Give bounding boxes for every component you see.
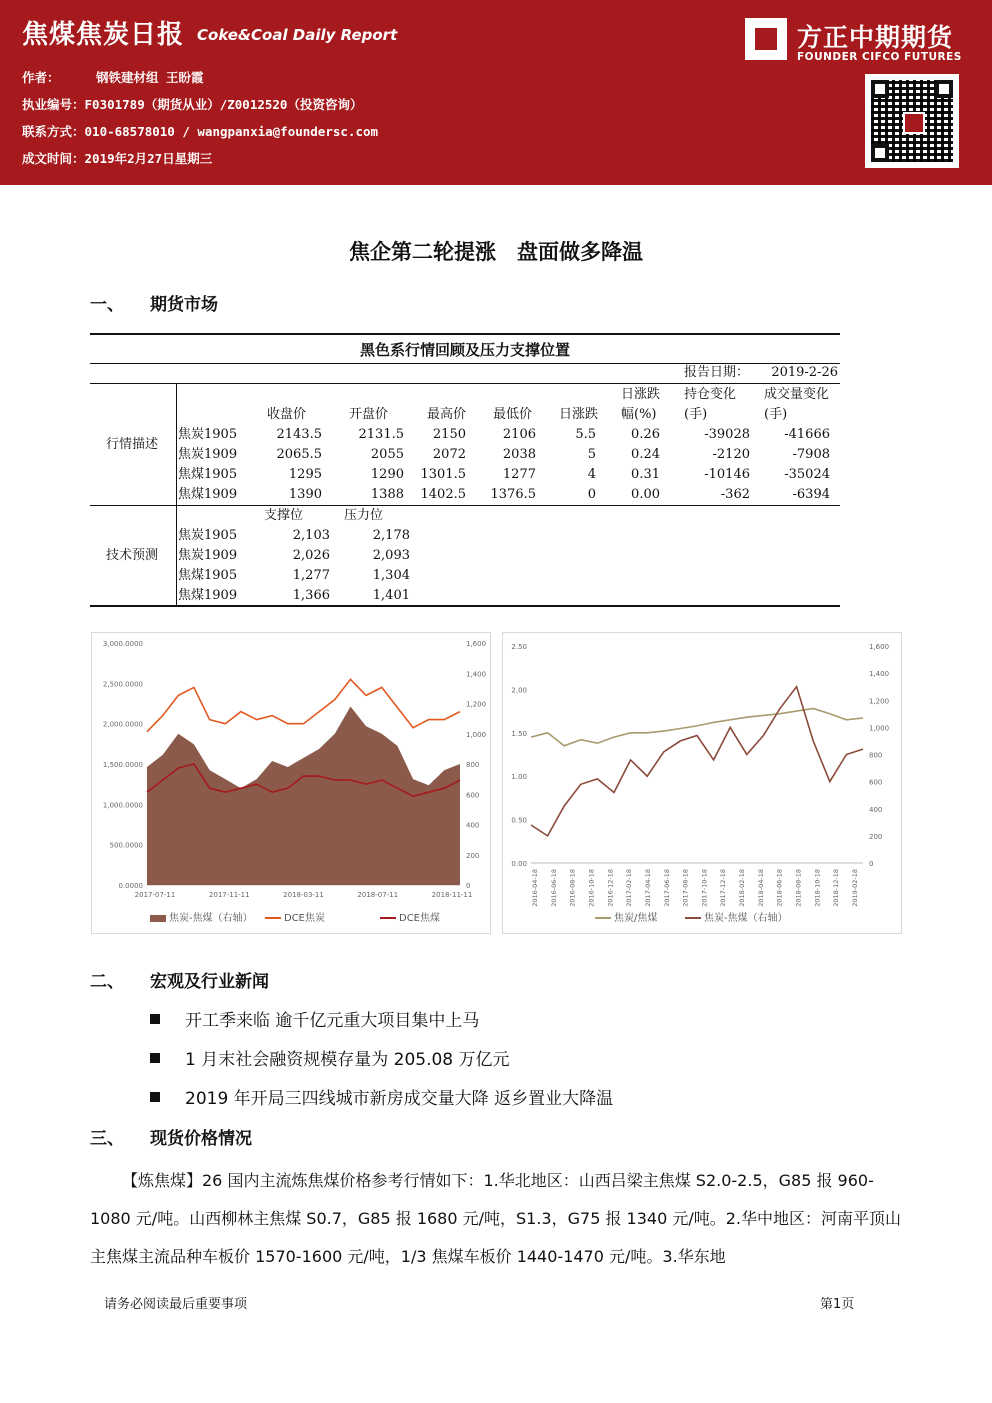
th-oi-2: (手) [684, 407, 708, 422]
th-open: 开盘价 [348, 407, 388, 422]
x-tick-label: 2018-06-18 [775, 869, 784, 907]
x-tick-label: 2018-03-11 [283, 891, 324, 899]
th-support: 支撑位 [264, 508, 304, 523]
y-tick-label-right: 200 [466, 851, 480, 860]
y-tick-label-right: 1,400 [466, 670, 487, 679]
y-tick-label-left: 2,000.0000 [102, 720, 143, 729]
y-tick-label-left: 500.0000 [109, 841, 143, 850]
square-bullet-icon [150, 1092, 160, 1102]
footer-notice: 请务必阅读最后重要事项 [104, 1297, 248, 1312]
y-tick-label-right: 800 [466, 761, 480, 769]
group-label-tech: 技术预测 [106, 548, 159, 563]
x-tick-label: 2016-08-18 [568, 869, 577, 907]
th-low: 最低价 [492, 407, 532, 422]
th-pct-2: 幅(%) [621, 407, 657, 422]
author-meta [22, 64, 378, 172]
legend-label: 焦炭-焦煤（右轴） [169, 913, 253, 924]
y-tick-label-right: 400 [466, 821, 480, 830]
x-tick-label: 2018-07-11 [357, 891, 399, 899]
x-tick-label: 2017-12-18 [719, 869, 728, 907]
logo-name-en: FOUNDER CIFCO FUTURES [797, 51, 962, 63]
y-tick-label-right: 1,600 [869, 643, 890, 651]
chart-coke-coal-ratio [502, 632, 902, 934]
series-line [147, 679, 460, 731]
th-pct-1: 日涨跌 [621, 387, 661, 402]
y-tick-label-left: 1.50 [511, 729, 527, 738]
x-tick-label: 2016-04-18 [531, 869, 539, 907]
meta-date: 成文时间：2019年2月27日星期三 [22, 151, 213, 166]
square-bullet-icon [150, 1053, 160, 1063]
report-title: 焦煤焦炭日报 [22, 20, 185, 50]
section-heading-news: 二、 宏观及行业新闻 [90, 972, 269, 992]
x-tick-label: 2018-02-18 [738, 869, 747, 907]
chart-1-svg [92, 633, 490, 933]
y-tick-label-left: 0.50 [511, 816, 527, 825]
spot-paragraph: 【炼焦煤】26 国内主流炼焦煤价格参考行情如下：1.华北地区：山西吕梁主焦煤 S2.0-2.5，G85 报 960-1080 元/吨。山西柳林主焦煤 S0.7，G85 报 1680 元/吨，S1.3，G75 报 1340 元/吨。2.华中地区：河南平顶山主焦煤主流品种车板价 1570-1600 元/吨，1/3 焦煤车板价 1440-1470 元/吨。3.华东地 [90, 1171, 902, 1266]
y-tick-label-right: 1,600 [466, 640, 487, 648]
x-tick-label: 2017-07-11 [134, 891, 176, 899]
x-tick-label: 2017-11-11 [208, 891, 250, 899]
legend-label: DCE焦炭 [284, 913, 326, 924]
report-date: 2019-2-26 [771, 365, 838, 380]
y-tick-label-left: 1,500.0000 [102, 761, 143, 769]
y-tick-label-right: 1,200 [466, 700, 487, 709]
th-high: 最高价 [426, 407, 466, 422]
y-tick-label-right: 1,000 [869, 724, 890, 733]
meta-contact: 联系方式：010-68578010 / wangpanxia@foundersc.com [22, 124, 379, 139]
legend-swatch [150, 915, 166, 922]
table-caption: 黑色系行情回顾及压力支撑位置 [359, 341, 570, 359]
legend-label: DCE焦煤 [399, 913, 441, 924]
th-chg: 日涨跌 [558, 407, 598, 422]
legend-label: 焦炭/焦煤 [614, 913, 658, 924]
news-item: 2019 年开局三四线城市新房成交量大降 返乡置业大降温 [150, 1084, 613, 1109]
group-label-market: 行情描述 [106, 437, 159, 452]
y-tick-label-right: 0 [466, 882, 471, 890]
th-oi-1: 持仓变化 [684, 387, 737, 402]
y-tick-label-right: 600 [466, 791, 480, 800]
x-tick-label: 2018-12-18 [832, 869, 841, 907]
y-tick-label-left: 0.0000 [118, 882, 143, 890]
y-tick-label-right: 0 [869, 860, 874, 868]
x-tick-label: 2018-10-18 [813, 869, 822, 907]
report-header [0, 0, 992, 182]
report-subtitle: Coke&Coal Daily Report [197, 26, 398, 44]
x-tick-label: 2019-02-18 [851, 869, 859, 907]
th-resistance: 压力位 [344, 508, 384, 523]
y-tick-label-right: 1,200 [869, 697, 890, 706]
news-item: 1 月末社会融资规模存量为 205.08 万亿元 [150, 1045, 510, 1070]
y-tick-label-right: 1,400 [869, 670, 890, 679]
legend-label: 焦炭-焦煤（右轴） [704, 913, 788, 924]
y-tick-label-right: 200 [869, 832, 883, 841]
header-divider [0, 182, 992, 199]
y-tick-label-left: 1.00 [511, 773, 527, 782]
y-tick-label-right: 400 [869, 805, 883, 814]
x-tick-label: 2017-02-18 [625, 869, 634, 907]
x-tick-label: 2018-04-18 [756, 869, 765, 907]
x-tick-label: 2017-08-18 [681, 869, 690, 907]
square-bullet-icon [150, 1014, 160, 1024]
logo-name-cn: 方正中期期货 [797, 23, 954, 52]
section-heading-spot: 三、 现货价格情况 [90, 1129, 252, 1149]
x-tick-label: 2017-06-18 [662, 869, 671, 907]
chart-coke-coal-prices [91, 632, 491, 934]
th-close: 收盘价 [266, 407, 306, 422]
x-tick-label: 2016-06-18 [549, 869, 558, 907]
meta-author: 作者： 钢铁建材组 王盼霞 [22, 70, 204, 85]
report-date-label: 报告日期： [684, 365, 750, 380]
news-item: 开工季来临 逾千亿元重大项目集中上马 [150, 1006, 479, 1031]
x-tick-label: 2016-10-18 [587, 869, 596, 907]
y-tick-label-left: 1,000.0000 [102, 801, 143, 810]
x-tick-label: 2018-08-18 [794, 869, 803, 907]
document-title: 焦企第二轮提涨 盘面做多降温 [349, 240, 643, 264]
x-tick-label: 2017-10-18 [700, 869, 709, 907]
y-tick-label-right: 800 [869, 751, 883, 760]
x-tick-label: 2016-12-18 [606, 869, 615, 907]
page-number: 第1页 [820, 1297, 855, 1312]
y-tick-label-right: 600 [869, 778, 883, 787]
y-tick-label-left: 2.00 [511, 686, 527, 695]
th-vol-2: (手) [764, 407, 788, 422]
chart-2-svg [503, 633, 901, 933]
y-tick-label-left: 0.00 [511, 860, 527, 868]
logo-mark-icon [745, 18, 787, 60]
x-tick-label: 2018-11-11 [431, 891, 473, 899]
x-tick-label: 2017-04-18 [643, 869, 652, 907]
meta-license: 执业编号：F0301789（期货从业）/Z0012520（投资咨询） [22, 97, 363, 112]
qr-code-icon [865, 74, 959, 168]
th-vol-1: 成交量变化 [764, 387, 830, 402]
y-tick-label-left: 3,000.0000 [102, 640, 143, 648]
y-tick-label-left: 2.50 [511, 643, 527, 651]
section-heading-futures: 一、 期货市场 [90, 295, 218, 315]
market-table: 黑色系行情回顾及压力支撑位置 报告日期： 2019-2-26 行情描述 收盘价 开盘价 最高价 最低价 日涨跌 日涨跌 幅(%) 持仓变化 (手) 成交量变化 (手) 焦炭1905 2143.5 2131.5 2150 2106 5.5 0.26 -39028 -41666 焦炭1909 2065.5 2055 2072 2038 5 0.24 -2120 -7908 焦煤1905 1295 1290 1301.5 1277 4 0.31 -10146 -35024 焦煤1909 1390 1388 1402.5 1376.5 0 0.00 -362 -6394 技术预测 支撑位 压力位 焦炭1905 2,103 2,178 焦炭1909 2,026 2,093 焦煤1905 1,277 1,304 焦煤1909 1,366 1,401 [90, 333, 840, 607]
y-tick-label-left: 2,500.0000 [102, 680, 143, 689]
y-tick-label-right: 1,000 [466, 730, 487, 739]
company-logo [745, 18, 975, 68]
